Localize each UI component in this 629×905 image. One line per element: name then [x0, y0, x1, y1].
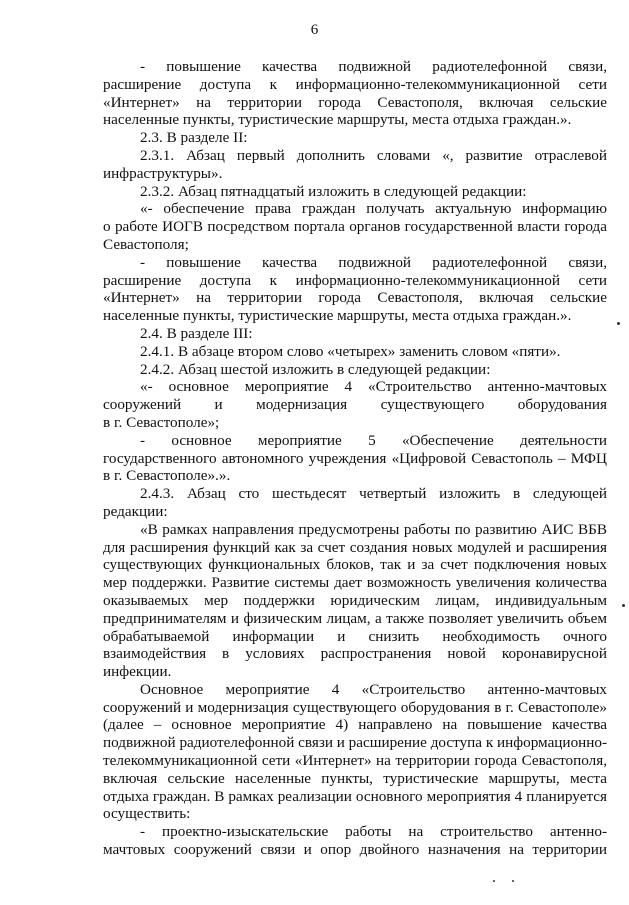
- text-line: государственного автономного учреждения «Цифровой Севастополь – МФЦ: [103, 449, 607, 467]
- text-line: - повышение качества подвижной радиотелефонной связи,: [140, 58, 607, 75]
- text-line: «Интернет» на территории города Севастополя, включая сельские: [103, 289, 607, 307]
- text-line: инфраструктуры».: [103, 164, 223, 182]
- text-line: 2.4.3. Абзац сто шестьдесят четвертый изложить в следующей: [140, 485, 607, 503]
- text-line: редакции:: [103, 502, 168, 520]
- text-line: обрабатываемой информации и снизить необходимость очного: [103, 627, 607, 645]
- text-line: - основное мероприятие 5 «Обеспечение деятельности: [140, 431, 607, 449]
- text-line: (далее – основное мероприятие 4) направлено на повышение качества: [103, 716, 607, 734]
- document-body: [103, 58, 607, 859]
- text-line: инфекции.: [103, 663, 172, 681]
- text-line: «В рамках направления предусмотрены работы по развитию АИС ВБВ: [140, 520, 607, 538]
- text-line: телекоммуникационной сети «Интернет» на территории города Севастополя,: [103, 752, 607, 770]
- text-line: мер поддержки. Развитие системы дает возможность увеличения количества: [103, 574, 607, 592]
- text-line: расширение доступа к информационно-телекоммуникационной сети: [103, 271, 607, 289]
- text-line: включая сельские населенные пункты, туристические маршруты, места: [103, 769, 607, 787]
- page-number: 6: [310, 22, 319, 38]
- text-line: «- обеспечение права граждан получать актуальную информацию: [140, 200, 607, 218]
- text-line: мачтовых сооружений связи и опор двойного назначения на территории: [103, 841, 607, 859]
- text-line: в г. Севастополе».».: [103, 467, 231, 485]
- text-line: для расширения функций как за счет создания новых модулей и расширения: [103, 538, 607, 556]
- text-line: существующих функциональных блоков, так и за счет подключения новых: [103, 556, 607, 574]
- text-line: о работе ИОГВ посредством портала органов государственной власти города: [103, 218, 607, 236]
- text-line: населенные пункты, туристические маршруты, места отдыха граждан.».: [103, 111, 572, 129]
- scan-speck: [493, 880, 495, 882]
- text-line: - повышение качества подвижной радиотелефонной связи,: [140, 253, 607, 271]
- text-line: 2.3. В разделе II:: [140, 129, 248, 147]
- text-line: населенные пункты, туристические маршруты, места отдыха граждан.».: [103, 307, 572, 325]
- text-line: 2.4.1. В абзаце втором слово «четырех» заменить словом «пяти».: [140, 342, 561, 360]
- scan-speck: [622, 604, 625, 607]
- text-line: 2.4.2. Абзац шестой изложить в следующей редакции:: [140, 360, 491, 378]
- text-line: Основное мероприятие 4 «Строительство антенно-мачтовых: [140, 680, 607, 698]
- scan-speck: [617, 322, 620, 325]
- text-line: 2.3.1. Абзац первый дополнить словами «, развитие отраслевой: [140, 146, 607, 164]
- text-line: сооружений и модернизация существующего оборудования: [103, 396, 607, 414]
- text-line: отдыха граждан. В рамках реализации основного мероприятия 4 планируется: [103, 787, 607, 805]
- text-line: «Интернет» на территории города Севастополя, включая сельские: [103, 93, 607, 111]
- text-line: взаимодействия в условиях распространения новой коронавирусной: [103, 645, 607, 663]
- text-line: расширение доступа к информационно-телекоммуникационной сети: [103, 75, 607, 93]
- text-line: подвижной радиотелефонной связи и расширение доступа к информационно-: [103, 734, 608, 752]
- scan-speck: [512, 880, 514, 882]
- text-line: 2.4. В разделе III:: [140, 324, 253, 342]
- text-line: сооружений и модернизация существующего оборудования в г. Севастополе»: [103, 698, 607, 716]
- text-line: Севастополя;: [103, 235, 189, 253]
- text-line: предпринимателям и физическим лицам, а также позволяет увеличить объем: [103, 609, 607, 627]
- text-line: - проектно-изыскательские работы на строительство антенно-: [140, 823, 607, 841]
- text-line: оказываемых мер поддержки юридическим лицам, индивидуальным: [103, 591, 607, 609]
- text-line: в г. Севастополе»;: [103, 413, 220, 431]
- text-line: осуществить:: [103, 805, 191, 823]
- text-line: 2.3.2. Абзац пятнадцатый изложить в следующей редакции:: [140, 182, 527, 200]
- text-line: «- основное мероприятие 4 «Строительство антенно-мачтовых: [140, 378, 607, 396]
